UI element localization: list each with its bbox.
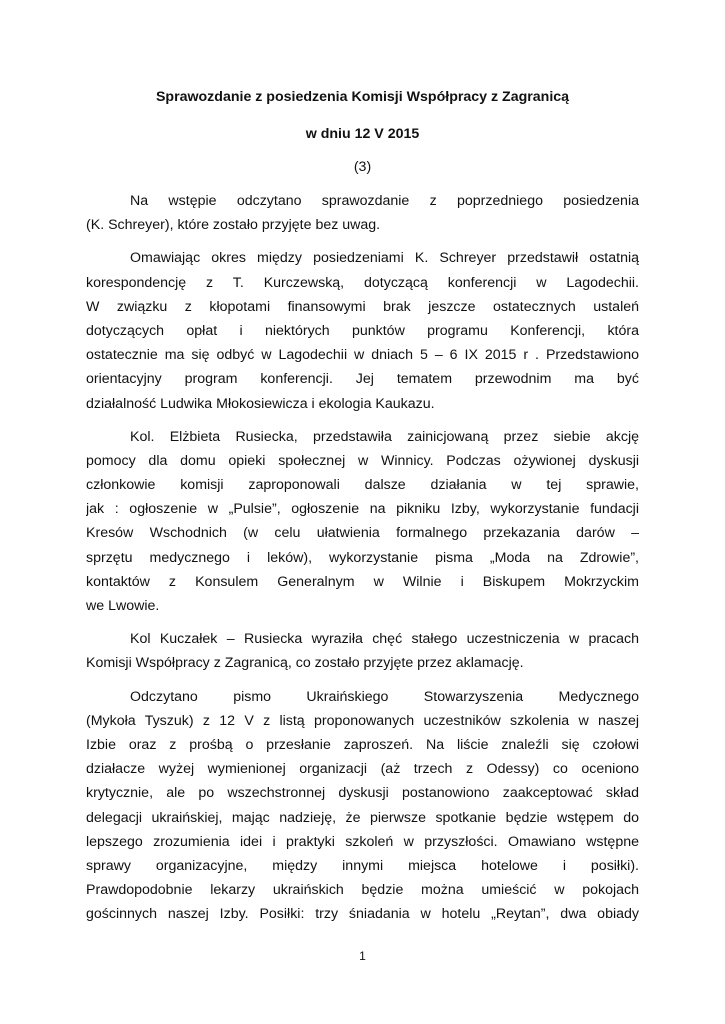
paragraph-line: Izbie oraz z prośbą o przesłanie zaproszeń. Na liście znaleźli się czołowi [86,736,639,753]
paragraph-line: gościnnych naszej Izby. Posiłki: trzy śniadania w hotelu „Reytan”, dwa obiady [86,906,639,923]
paragraph-line: ostatecznie ma się odbyć w Lagodechii w dniach 5 – 6 IX 2015 r . Przedstawiono [86,347,639,364]
paragraph-line: korespondencję z T. Kurczewską, dotyczącą konferencji w Lagodechii. [86,274,639,291]
document-title: Sprawozdanie z posiedzenia Komisji Współpracy z Zagranicą [155,89,570,105]
paragraph-line: we Lwowie. [86,598,160,614]
paragraph-line: dotyczących opłat i niektórych punktów programu Konferencji, która [86,322,639,339]
paragraph-3 [86,425,639,619]
paragraph-line: działacze wyżej wymienionej organizacji (aż trzech z Odessy) co oceniono [86,761,639,778]
paragraph-line: delegacji ukraińskiej, mając nadzieję, że pierwsze spotkanie będzie wstępem do [86,809,639,826]
paragraph-line: W związku z kłopotami finansowymi brak jeszcze ostatecznych ustaleń [86,298,639,315]
paragraph-line: (Mykoła Tyszuk) z 12 V z listą proponowanych uczestników szkolenia w naszej [86,712,639,729]
document-page [86,88,639,926]
paragraph-line: Kresów Wschodnich (w celu ułatwienia formalnego przekazania darów – [86,525,639,542]
page-number: 1 [359,949,366,963]
paragraph-line: sprawy organizacyjne, między innymi miejsca hotelowe i posiłki). [86,857,639,874]
paragraph-line: Na wstępie odczytano sprawozdanie z poprzedniego posiedzenia [130,193,639,209]
paragraph-line: orientacyjny program konferencji. Jej tematem przewodnim ma być [86,371,639,388]
paragraph-line: Kol Kuczałek – Rusiecka wyraziła chęć stałego uczestniczenia w pracach [130,631,639,648]
paragraph-line: (K. Schreyer), które zostało przyjęte bez uwag. [86,217,381,234]
document-number: (3) [353,159,372,175]
paragraph-line: Odczytano pismo Ukraińskiego Stowarzyszenia Medycznego [130,688,639,705]
paragraph-1 [86,189,639,237]
paragraph-line: Kol. Elżbieta Rusiecka, przedstawiła zainicjowaną przez siebie akcję [130,428,639,445]
paragraph-4 [86,627,639,675]
paragraph-line: kontaktów z Konsulem Generalnym w Wilnie i Biskupem Mokrzyckim [86,573,639,590]
document-date: w dniu 12 V 2015 [305,126,420,142]
paragraph-line: sprzętu medycznego i leków), wykorzystanie pisma „Moda na Zdrowie”, [86,549,639,566]
paragraph-line: członkowie komisji zaproponowali dalsze działania w tej sprawie, [86,477,639,494]
paragraph-line: pomocy dla domu opieki społecznej w Winnicy. Podczas ożywionej dyskusji [86,452,639,469]
paragraph-5 [86,685,639,927]
paragraph-line: krytycznie, ale po wszechstronnej dyskusji postanowiono zaakceptować skład [86,785,639,802]
paragraph-line: działalność Ludwika Młokosiewicza i ekologia Kaukazu. [86,395,435,412]
paragraph-line: Komisji Współpracy z Zagranicą, co zostało przyjęte przez aklamację. [86,655,524,672]
paragraph-line: Omawiając okres między posiedzeniami K. Schreyer przedstawił ostatnią [130,250,639,267]
paragraph-2 [86,246,639,415]
paragraph-line: lepszego zrozumienia idei i praktyki szkoleń w przyszłości. Omawiano wstępne [86,833,639,850]
paragraph-line: jak : ogłoszenie w „Pulsie”, ogłoszenie na pikniku Izby, wykorzystanie fundacji [86,501,639,518]
paragraph-line: Prawdopodobnie lekarzy ukraińskich będzie można umieścić w pokojach [86,882,639,899]
